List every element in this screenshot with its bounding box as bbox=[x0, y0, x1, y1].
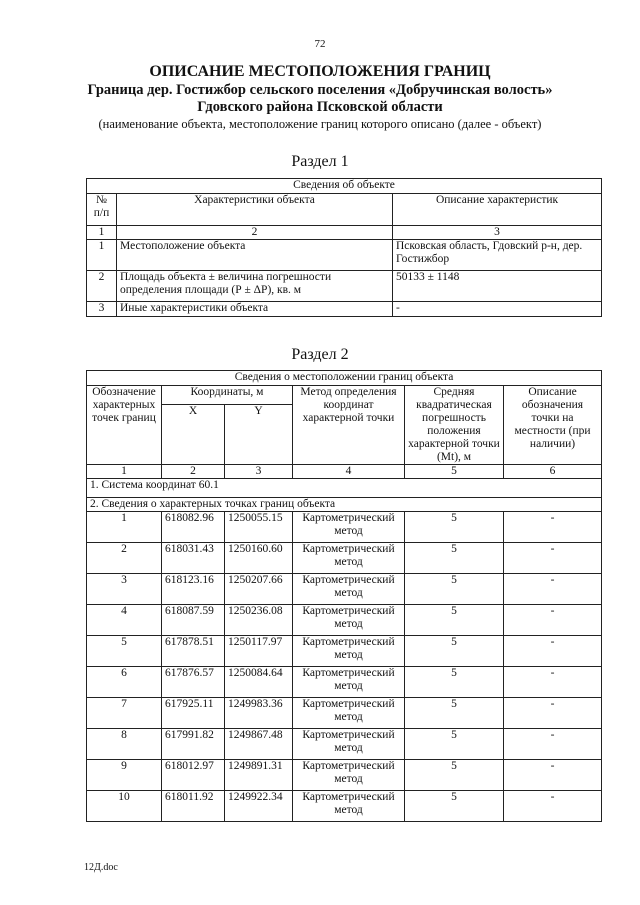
col-number: 2 bbox=[117, 226, 393, 240]
error-value: 5 bbox=[405, 791, 504, 822]
determination-method: Картометрический метод bbox=[293, 543, 405, 574]
determination-method: Картометрический метод bbox=[293, 636, 405, 667]
determination-method: Картометрический метод bbox=[293, 667, 405, 698]
table-row bbox=[87, 574, 602, 605]
error-value: 5 bbox=[405, 605, 504, 636]
table-row bbox=[87, 605, 602, 636]
row-value: 50133 ± 1148 bbox=[393, 271, 602, 302]
point-description: - bbox=[504, 543, 602, 574]
coordinate-y: 1250084.64 bbox=[225, 667, 293, 698]
point-description: - bbox=[504, 760, 602, 791]
coordinate-x: 618082.96 bbox=[162, 512, 225, 543]
header-x: X bbox=[162, 405, 225, 465]
determination-method: Картометрический метод bbox=[293, 760, 405, 791]
table-row bbox=[87, 698, 602, 729]
determination-method: Картометрический метод bbox=[293, 729, 405, 760]
point-description: - bbox=[504, 636, 602, 667]
table-row bbox=[87, 512, 602, 543]
table-title: Сведения о местоположении границ объекта bbox=[87, 371, 602, 386]
coordinate-y: 1249922.34 bbox=[225, 791, 293, 822]
point-number: 5 bbox=[87, 636, 162, 667]
point-description: - bbox=[504, 698, 602, 729]
col-number: 3 bbox=[225, 465, 293, 479]
col-number: 5 bbox=[405, 465, 504, 479]
determination-method: Картометрический метод bbox=[293, 605, 405, 636]
table-row bbox=[87, 791, 602, 822]
row-characteristic: Местоположение объекта bbox=[117, 240, 393, 271]
table-row bbox=[87, 240, 602, 271]
coordinate-x: 618031.43 bbox=[162, 543, 225, 574]
coordinate-y: 1250160.60 bbox=[225, 543, 293, 574]
table-row bbox=[87, 760, 602, 791]
error-value: 5 bbox=[405, 698, 504, 729]
coordinate-x: 617991.82 bbox=[162, 729, 225, 760]
row-characteristic: Иные характеристики объекта bbox=[117, 302, 393, 317]
determination-method: Картометрический метод bbox=[293, 698, 405, 729]
point-description: - bbox=[504, 605, 602, 636]
coordinate-x: 617925.11 bbox=[162, 698, 225, 729]
error-value: 5 bbox=[405, 760, 504, 791]
file-name-footer: 12Д.doc bbox=[84, 862, 118, 873]
row-number: 2 bbox=[87, 271, 117, 302]
coordinate-x: 618012.97 bbox=[162, 760, 225, 791]
point-number: 3 bbox=[87, 574, 162, 605]
point-number: 9 bbox=[87, 760, 162, 791]
header-number: № п/п bbox=[87, 194, 117, 226]
point-number: 8 bbox=[87, 729, 162, 760]
point-description: - bbox=[504, 667, 602, 698]
point-number: 6 bbox=[87, 667, 162, 698]
col-number: 1 bbox=[87, 226, 117, 240]
header-method: Метод определения координат характерной точки bbox=[293, 386, 405, 465]
row-number: 3 bbox=[87, 302, 117, 317]
boundary-points-header-row: 2. Сведения о характерных точках границ объекта bbox=[87, 498, 602, 512]
table-row bbox=[87, 667, 602, 698]
coordinate-x: 617878.51 bbox=[162, 636, 225, 667]
error-value: 5 bbox=[405, 512, 504, 543]
row-characteristic: Площадь объекта ± величина погрешности определения площади (Р ± ΔР), кв. м bbox=[117, 271, 393, 302]
document-title: ОПИСАНИЕ МЕСТОПОЛОЖЕНИЯ ГРАНИЦ bbox=[149, 63, 491, 80]
col-number: 2 bbox=[162, 465, 225, 479]
header-coordinates: Координаты, м bbox=[162, 386, 293, 405]
coordinate-y: 1249891.31 bbox=[225, 760, 293, 791]
point-number: 1 bbox=[87, 512, 162, 543]
section1-title: Раздел 1 bbox=[291, 153, 349, 170]
col-number: 6 bbox=[504, 465, 602, 479]
coordinate-x: 618123.16 bbox=[162, 574, 225, 605]
coordinate-x: 618011.92 bbox=[162, 791, 225, 822]
determination-method: Картометрический метод bbox=[293, 574, 405, 605]
coordinate-y: 1250117.97 bbox=[225, 636, 293, 667]
coordinate-x: 617876.57 bbox=[162, 667, 225, 698]
point-number: 7 bbox=[87, 698, 162, 729]
determination-method: Картометрический метод bbox=[293, 512, 405, 543]
table-row bbox=[87, 543, 602, 574]
header-y: Y bbox=[225, 405, 293, 465]
table-row bbox=[87, 636, 602, 667]
error-value: 5 bbox=[405, 574, 504, 605]
coordinate-y: 1250207.66 bbox=[225, 574, 293, 605]
error-value: 5 bbox=[405, 543, 504, 574]
point-description: - bbox=[504, 512, 602, 543]
object-note: (наименование объекта, местоположение границ которого описано (далее - объект) bbox=[98, 117, 542, 131]
subtitle-line: Граница дер. Гостижбор сельского поселения «Добручинская волость» bbox=[87, 82, 553, 98]
boundary-points-table bbox=[86, 370, 602, 822]
object-info-table bbox=[86, 178, 602, 317]
col-number: 4 bbox=[293, 465, 405, 479]
point-description: - bbox=[504, 729, 602, 760]
coordinate-y: 1250055.15 bbox=[225, 512, 293, 543]
document-subtitle bbox=[0, 82, 640, 116]
row-number: 1 bbox=[87, 240, 117, 271]
col-number: 1 bbox=[87, 465, 162, 479]
coordinate-y: 1249983.36 bbox=[225, 698, 293, 729]
header-characteristics: Характеристики объекта bbox=[117, 194, 393, 226]
point-number: 2 bbox=[87, 543, 162, 574]
table-row bbox=[87, 271, 602, 302]
coordinate-system-row: 1. Система координат 60.1 bbox=[87, 479, 602, 498]
point-number: 10 bbox=[87, 791, 162, 822]
error-value: 5 bbox=[405, 667, 504, 698]
error-value: 5 bbox=[405, 636, 504, 667]
error-value: 5 bbox=[405, 729, 504, 760]
row-value: Псковская область, Гдовский р-н, дер. Гостижбор bbox=[393, 240, 602, 271]
table-row bbox=[87, 729, 602, 760]
point-number: 4 bbox=[87, 605, 162, 636]
header-error: Средняя квадратическая погрешность положения характерной точки (Mt), м bbox=[405, 386, 504, 465]
coordinate-x: 618087.59 bbox=[162, 605, 225, 636]
header-point: Обозначение характерных точек границ bbox=[87, 386, 162, 465]
table-row bbox=[87, 302, 602, 317]
section2-title: Раздел 2 bbox=[291, 346, 349, 363]
coordinate-y: 1250236.08 bbox=[225, 605, 293, 636]
subtitle-line: Гдовского района Псковской области bbox=[197, 99, 443, 115]
point-description: - bbox=[504, 574, 602, 605]
point-description: - bbox=[504, 791, 602, 822]
header-point-description: Описание обозначения точки на местности (при наличии) bbox=[504, 386, 602, 465]
points-body bbox=[87, 512, 602, 822]
header-description: Описание характеристик bbox=[393, 194, 602, 226]
page-number: 72 bbox=[314, 38, 326, 50]
row-value: - bbox=[393, 302, 602, 317]
col-number: 3 bbox=[393, 226, 602, 240]
coordinate-y: 1249867.48 bbox=[225, 729, 293, 760]
determination-method: Картометрический метод bbox=[293, 791, 405, 822]
table-title: Сведения об объекте bbox=[87, 179, 602, 194]
